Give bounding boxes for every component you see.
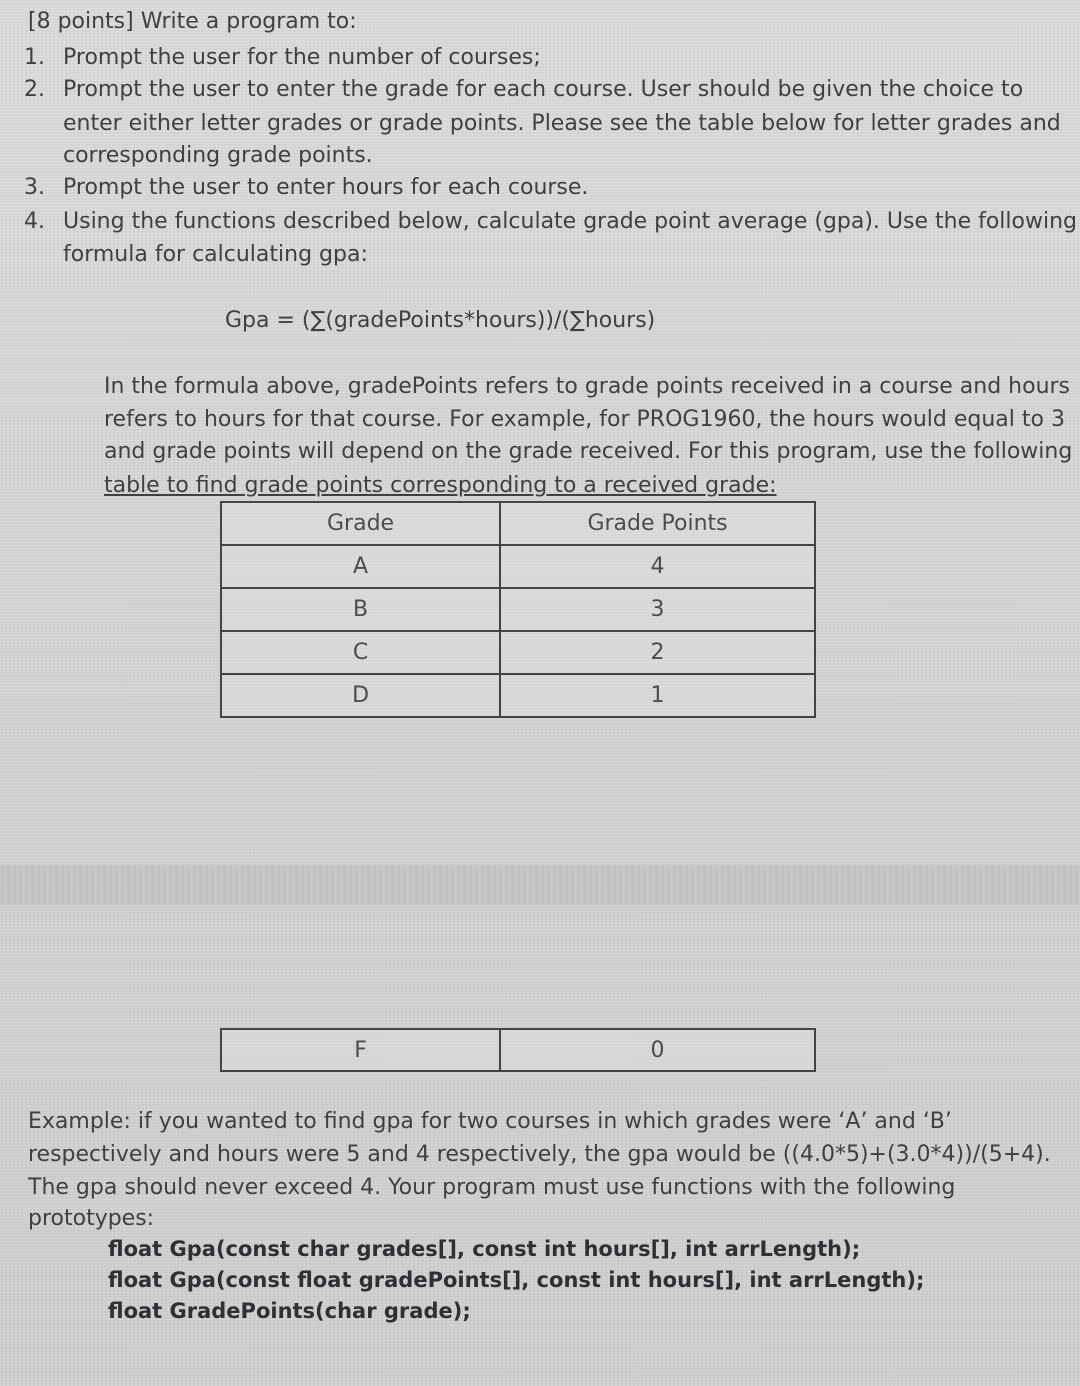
table-header-grade: Grade — [221, 502, 500, 545]
explanation-line-4: table to find grade points corresponding to a received grade: — [104, 473, 777, 498]
step-4-line-2: formula for calculating gpa: — [63, 242, 368, 267]
table-cell-points: 2 — [500, 631, 815, 674]
step-2-line-2: enter either letter grades or grade points. Please see the table below for letter grades and — [63, 111, 1061, 136]
table-cell-grade: A — [221, 545, 500, 588]
table-row — [221, 1029, 815, 1071]
table-row — [221, 545, 815, 588]
example-line-4: prototypes: — [28, 1206, 155, 1231]
table-cell-grade: B — [221, 588, 500, 631]
table-cell-points: 4 — [500, 545, 815, 588]
table-cell-points: 0 — [500, 1029, 815, 1071]
step-2-line-1: Prompt the user to enter the grade for each course. User should be given the choice to — [63, 77, 1024, 102]
step-number-4: 4. — [24, 209, 45, 234]
question-header: [8 points] Write a program to: — [28, 9, 357, 34]
prototype-1: float Gpa(const char grades[], const int hours[], int arrLength); — [108, 1237, 861, 1261]
step-2-line-3: corresponding grade points. — [63, 143, 373, 168]
table-row — [221, 631, 815, 674]
table-cell-grade: C — [221, 631, 500, 674]
prototype-2: float Gpa(const float gradePoints[], const int hours[], int arrLength); — [108, 1268, 925, 1292]
step-number-2: 2. — [24, 77, 45, 102]
step-1-line-1: Prompt the user for the number of courses; — [63, 45, 541, 70]
gpa-formula: Gpa = (∑(gradePoints*hours))/(∑hours) — [225, 308, 656, 333]
explanation-line-2: refers to hours for that course. For example, for PROG1960, the hours would equal to 3 — [104, 407, 1065, 432]
step-number-3: 3. — [24, 175, 45, 200]
example-line-1: Example: if you wanted to find gpa for two courses in which grades were ‘A’ and ‘B’ — [28, 1109, 952, 1134]
table-cell-points: 3 — [500, 588, 815, 631]
step-3-line-1: Prompt the user to enter hours for each course. — [63, 175, 589, 200]
table-cell-grade: F — [221, 1029, 500, 1071]
example-line-3: The gpa should never exceed 4. Your program must use functions with the following — [28, 1175, 956, 1200]
example-line-2: respectively and hours were 5 and 4 respectively, the gpa would be ((4.0*5)+(3.0*4))/(5+4). — [28, 1142, 1051, 1167]
table-row — [221, 588, 815, 631]
scan-band — [0, 865, 1080, 905]
table-cell-points: 1 — [500, 674, 815, 717]
table-header-grade-points: Grade Points — [500, 502, 815, 545]
prototype-3: float GradePoints(char grade); — [108, 1299, 471, 1323]
table-header-row — [221, 502, 815, 545]
table-cell-grade: D — [221, 674, 500, 717]
explanation-line-1: In the formula above, gradePoints refers to grade points received in a course and hours — [104, 374, 1071, 399]
step-4-line-1: Using the functions described below, calculate grade point average (gpa). Use the following — [63, 209, 1077, 234]
table-row — [221, 674, 815, 717]
grade-f-table — [220, 1028, 816, 1072]
explanation-line-3: and grade points will depend on the grade received. For this program, use the following — [104, 439, 1073, 464]
step-number-1: 1. — [24, 45, 45, 70]
grade-points-table — [220, 501, 816, 718]
